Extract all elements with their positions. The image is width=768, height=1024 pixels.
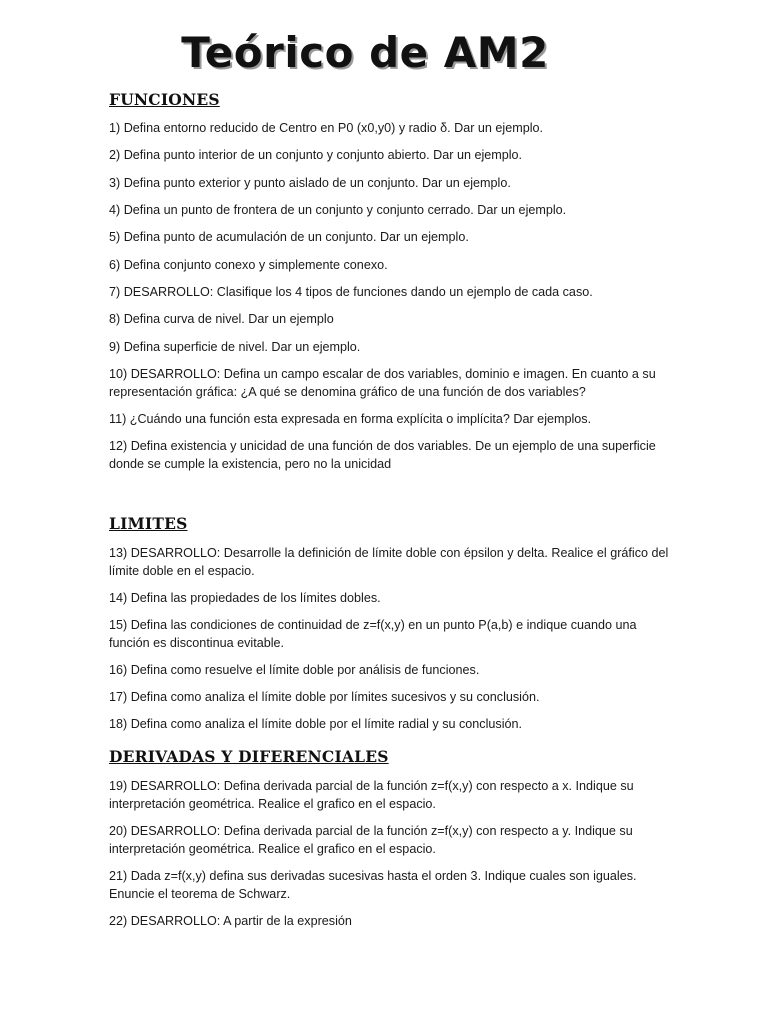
question-11: 11) ¿Cuándo una función esta expresada en forma explícita o implícita? Dar ejemplos. xyxy=(109,412,592,426)
question-4: 4) Defina un punto de frontera de un conjunto y conjunto cerrado. Dar un ejemplo. xyxy=(109,203,567,217)
question-1: 1) Defina entorno reducido de Centro en P0 (x0,y0) y radio δ. Dar un ejemplo. xyxy=(109,121,544,135)
question-5: 5) Defina punto de acumulación de un conjunto. Dar un ejemplo. xyxy=(109,230,469,244)
question-12: 12) Defina existencia y unicidad de una función de dos variables. De un ejemplo de una superficie donde se cumple la existencia, pero no la unicidad xyxy=(109,439,656,471)
question-9: 9) Defina superficie de nivel. Dar un ejemplo. xyxy=(109,340,361,354)
question-17: 17) Defina como analiza el límite doble por límites sucesivos y su conclusión. xyxy=(109,690,540,704)
question-6: 6) Defina conjunto conexo y simplemente conexo. xyxy=(109,258,388,272)
question-13: 13) DESARROLLO: Desarrolle la definición de límite doble con épsilon y delta. Realice el gráfico del límite doble en el espacio. xyxy=(109,546,669,578)
question-7: 7) DESARROLLO: Clasifique los 4 tipos de funciones dando un ejemplo de cada caso. xyxy=(109,285,593,299)
question-18: 18) Defina como analiza el límite doble por el límite radial y su conclusión. xyxy=(109,717,522,731)
question-21: 21) Dada z=f(x,y) defina sus derivadas sucesivas hasta el orden 3. Indique cuales son iguales. Enuncie el teorema de Schwarz. xyxy=(109,869,637,901)
section-heading-limites: LIMITES xyxy=(109,514,188,533)
question-15: 15) Defina las condiciones de continuidad de z=f(x,y) en un punto P(a,b) e indique cuando una función es discontinua evitable. xyxy=(109,618,637,650)
question-16: 16) Defina como resuelve el límite doble por análisis de funciones. xyxy=(109,663,480,677)
question-10: 10) DESARROLLO: Defina un campo escalar de dos variables, dominio e imagen. En cuanto a su representación gráfica: ¿A qué se denomina gráfico de una función de dos variables? xyxy=(109,367,656,399)
question-20: 20) DESARROLLO: Defina derivada parcial de la función z=f(x,y) con respecto a y. Indique su interpretación geométrica. Realice el grafico en el espacio. xyxy=(109,824,633,856)
section-heading-funciones: FUNCIONES xyxy=(109,90,220,109)
question-8: 8) Defina curva de nivel. Dar un ejemplo xyxy=(109,312,334,326)
question-19: 19) DESARROLLO: Defina derivada parcial de la función z=f(x,y) con respecto a x. Indique su interpretación geométrica. Realice el grafico en el espacio. xyxy=(109,779,634,811)
page-title: Teórico de AM2 xyxy=(181,28,549,77)
question-3: 3) Defina punto exterior y punto aislado de un conjunto. Dar un ejemplo. xyxy=(109,176,511,190)
question-14: 14) Defina las propiedades de los límites dobles. xyxy=(109,591,381,605)
section-heading-derivadas: DERIVADAS Y DIFERENCIALES xyxy=(109,747,389,766)
question-2: 2) Defina punto interior de un conjunto y conjunto abierto. Dar un ejemplo. xyxy=(109,148,523,162)
question-22: 22) DESARROLLO: A partir de la expresión xyxy=(109,914,352,928)
